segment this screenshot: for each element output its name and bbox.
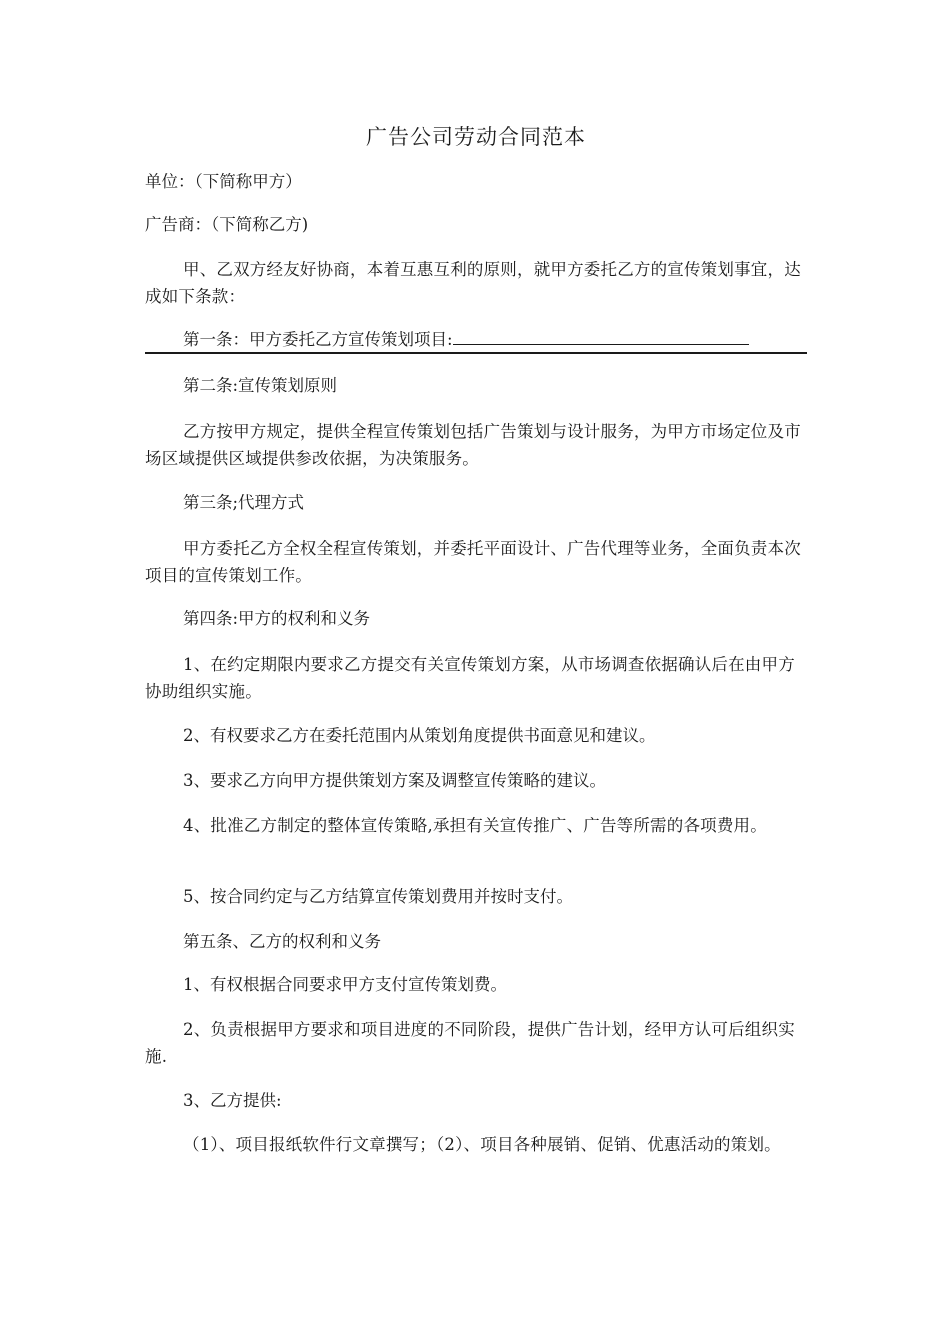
article-2-title: 第二条:宣传策划原则 (183, 376, 338, 395)
list-item: 1、在约定期限内要求乙方提交有关宣传策划方案，从市场调查依据确认后在由甲方协助组织实施。 (145, 655, 795, 701)
list-item: 1、有权根据合同要求甲方支付宣传策划费。 (183, 975, 507, 994)
article-3-body: 甲方委托乙方全权全程宣传策划，并委托平面设计、广告代理等业务，全面负责本次项目的宣传策划工作。 (145, 539, 801, 585)
project-blank-field (453, 326, 749, 345)
document-title: 广告公司劳动合同范本 (366, 125, 586, 149)
divider-rule (145, 352, 807, 354)
party-a-line: 单位：（下简称甲方） (145, 172, 302, 191)
article-3-title: 第三条;代理方式 (183, 493, 305, 512)
list-item: （1）、项目报纸软件行文章撰写；（2）、项目各种展销、促销、优惠活动的策划。 (183, 1135, 781, 1154)
list-item: 3、乙方提供: (183, 1091, 282, 1110)
document-page (145, 0, 807, 1344)
list-item: 4、批准乙方制定的整体宣传策略,承担有关宣传推广、广告等所需的各项费用。 (183, 816, 767, 835)
article-1 (145, 326, 807, 353)
article-4-title: 第四条:甲方的权利和义务 (183, 609, 371, 628)
article-5-title: 第五条、乙方的权利和义务 (183, 932, 381, 951)
article-1-text: 第一条：甲方委托乙方宣传策划项目: (183, 330, 453, 349)
list-item: 3、要求乙方向甲方提供策划方案及调整宣传策略的建议。 (183, 771, 606, 790)
party-b-line: 广告商：（下简称乙方) (145, 215, 309, 234)
list-item: 2、有权要求乙方在委托范围内从策划角度提供书面意见和建议。 (183, 726, 656, 745)
article-2-body: 乙方按甲方规定，提供全程宣传策划包括广告策划与设计服务，为甲方市场定位及市场区域提供区域提供参改依据，为决策服务。 (145, 422, 801, 468)
list-item: 5、按合同约定与乙方结算宣传策划费用并按时支付。 (183, 887, 573, 906)
intro-paragraph: 甲、乙双方经友好协商，本着互惠互利的原则，就甲方委托乙方的宣传策划事宜，达成如下条款： (145, 260, 801, 306)
list-item: 2、负责根据甲方要求和项目进度的不同阶段，提供广告计划，经甲方认可后组织实施. (145, 1020, 795, 1066)
